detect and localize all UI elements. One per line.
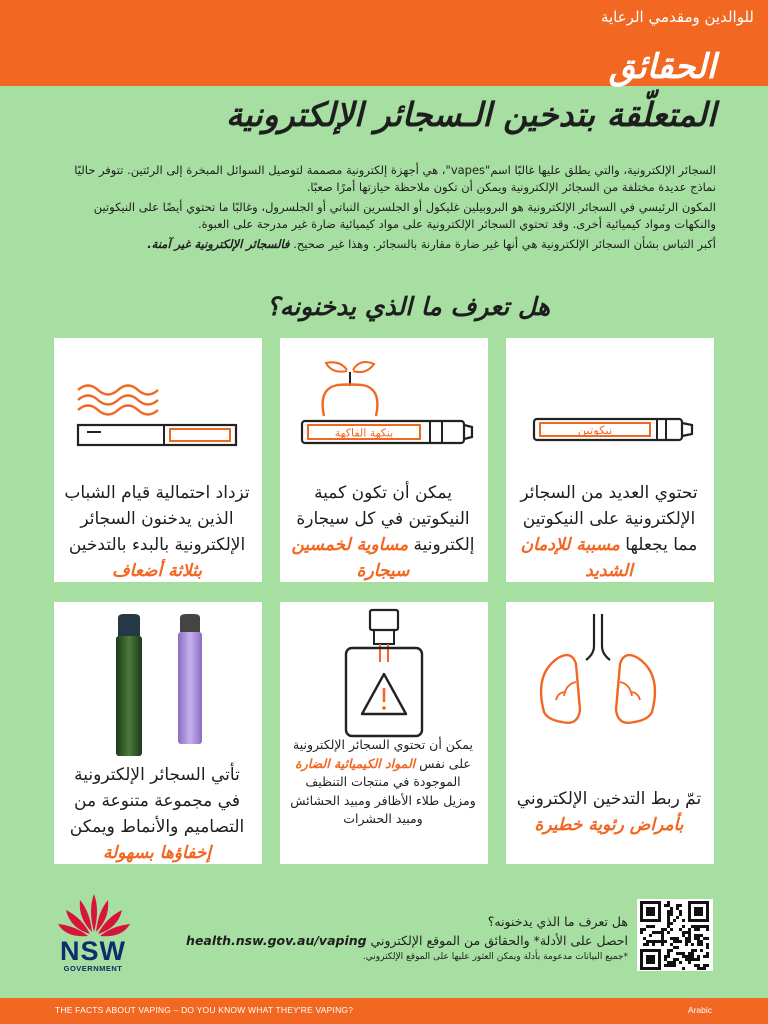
page-title-line-1: الحقائق bbox=[608, 47, 716, 87]
card-chemicals-body-1: يمكن أن تحتوي السجائر الإلكترونية على نفس bbox=[293, 737, 473, 771]
card-youth-text bbox=[62, 480, 252, 584]
perfume-bottle-icon bbox=[280, 602, 488, 742]
disposable-vape-icon bbox=[54, 602, 262, 762]
cigarette-smoke-icon bbox=[54, 338, 262, 478]
card-flavour-body: يمكن أن تكون كمية النيكوتين في كل سيجارة إلكترونية bbox=[296, 483, 475, 555]
fruit-vape-icon bbox=[280, 338, 488, 478]
audience-label: للوالدين ومقدمي الرعاية bbox=[600, 8, 754, 26]
vape-pen-icon bbox=[506, 338, 714, 478]
smoke-waves-icon bbox=[78, 386, 158, 415]
logo-government: GOVERNMENT bbox=[63, 964, 123, 973]
intro-paragraph-1: السجائر الإلكترونية، والتي يطلق عليها غالبًا اسم"vapes"، هي أجهزة إلكترونية مصممة لتوصيل السوائل المبخرة إلى الرئتين. تتوفر حاليًا نماذج عديدة مختلفة من السجائر الإلكترونية ويمكن أن تكون ملاحظة حيازتها أمرًا صعبًا. bbox=[74, 163, 716, 194]
page-title-line-2: المتعلّقة بتدخين الـسجائر الإلكترونية bbox=[225, 95, 716, 134]
call-to-action bbox=[186, 912, 628, 964]
card-lungs bbox=[506, 602, 714, 864]
card-flavour bbox=[280, 338, 488, 582]
nicotine-label: نيكوتين bbox=[577, 423, 613, 437]
card-chemicals bbox=[280, 602, 488, 864]
lungs-icon bbox=[506, 602, 714, 752]
card-chemicals-body-2: الموجودة في منتجات التنظيف ومزيل طلاء الأظافر ومبيد الحشائش ومبيد الحشرات bbox=[290, 774, 476, 826]
card-nicotine-text bbox=[514, 480, 704, 584]
intro-paragraph-3-text: أكبر التباس بشأن السجائر الإلكترونية هي أنها غير ضارة مقارنة بالسجائر. وهذا غير صحيح. bbox=[289, 237, 716, 251]
card-chemicals-text bbox=[288, 736, 478, 829]
footer-campaign-text: THE FACTS ABOUT VAPING – DO YOU KNOW WHAT THEY'RE VAPING? bbox=[55, 1005, 354, 1015]
intro-paragraph-3 bbox=[54, 236, 716, 253]
card-youth-highlight: بثلاثة أضعاف bbox=[112, 561, 202, 581]
warning-icon bbox=[362, 674, 406, 714]
card-nicotine bbox=[506, 338, 714, 582]
card-nicotine-highlight: مسببة للإدمان الشديد bbox=[520, 535, 633, 581]
cta-line bbox=[186, 931, 628, 950]
card-lungs-highlight: بأمراض رئوية خطيرة bbox=[534, 815, 684, 835]
section-question: هل تعرف ما الذي يدخنونه؟ bbox=[266, 292, 550, 321]
card-designs bbox=[54, 602, 262, 864]
card-lungs-text bbox=[514, 786, 704, 838]
card-flavour-text bbox=[288, 480, 478, 584]
flavour-label: بنكهة الفاكهة bbox=[334, 426, 394, 440]
waratah-logo-icon bbox=[54, 892, 134, 940]
intro-text bbox=[54, 162, 716, 256]
card-youth-body: تزداد احتمالية قيام الشباب الذين يدخنون السجائر الإلكترونية بالبدء بالتدخين bbox=[64, 483, 250, 555]
card-lungs-body: تمّ ربط التدخين الإلكتروني bbox=[516, 789, 702, 809]
qr-code-icon[interactable] bbox=[637, 899, 713, 971]
intro-paragraph-2: المكون الرئيسي في السجائر الإلكترونية هو البروبيلين غليكول أو الجلسرين النباتي أو الجلسرول، وغالبًا ما تحتوي أيضًا على النيكوتين والنكهات ومواد كيميائية أخرى. وقد تحتوي السجائر الإلكترونية على مواد كيميائية ضارة غير مدرجة على العبوة. bbox=[93, 200, 716, 231]
intro-paragraph-3-emphasis: فالسجائر الإلكترونية غير آمنة. bbox=[147, 237, 290, 251]
card-nicotine-body: تحتوي العديد من السجائر الإلكترونية على النيكوتين مما يجعلها bbox=[520, 483, 698, 555]
cta-line-text: احصل على الأدلة* والحقائق من الموقع الإلكتروني bbox=[366, 933, 628, 948]
website-link[interactable]: health.nsw.gov.au/vaping bbox=[186, 933, 367, 948]
cta-question: هل تعرف ما الذي يدخنونه؟ bbox=[487, 914, 628, 929]
nsw-government-logo bbox=[57, 938, 129, 974]
qr-code-graphic bbox=[637, 899, 713, 971]
card-designs-body: تأتي السجائر الإلكترونية في مجموعة متنوعة من التصاميم والأنماط ويمكن bbox=[69, 765, 245, 837]
card-designs-text bbox=[62, 762, 252, 866]
card-youth bbox=[54, 338, 262, 582]
fruit-icon bbox=[323, 362, 378, 416]
card-flavour-highlight: مساوية لخمسين سيجارة bbox=[291, 535, 410, 581]
evidence-footnote: *جميع البيانات مدعومة بأدلة ويمكن العثور عليها على الموقع الإلكتروني. bbox=[362, 952, 628, 962]
logo-nsw: NSW bbox=[60, 936, 126, 966]
card-chemicals-highlight: المواد الكيميائية الضارة bbox=[295, 755, 416, 771]
cigarette-icon bbox=[78, 425, 236, 445]
card-designs-highlight: إخفاؤها بسهولة bbox=[102, 843, 212, 863]
footer-language: Arabic bbox=[687, 1005, 712, 1015]
footer-bar bbox=[0, 998, 768, 1024]
